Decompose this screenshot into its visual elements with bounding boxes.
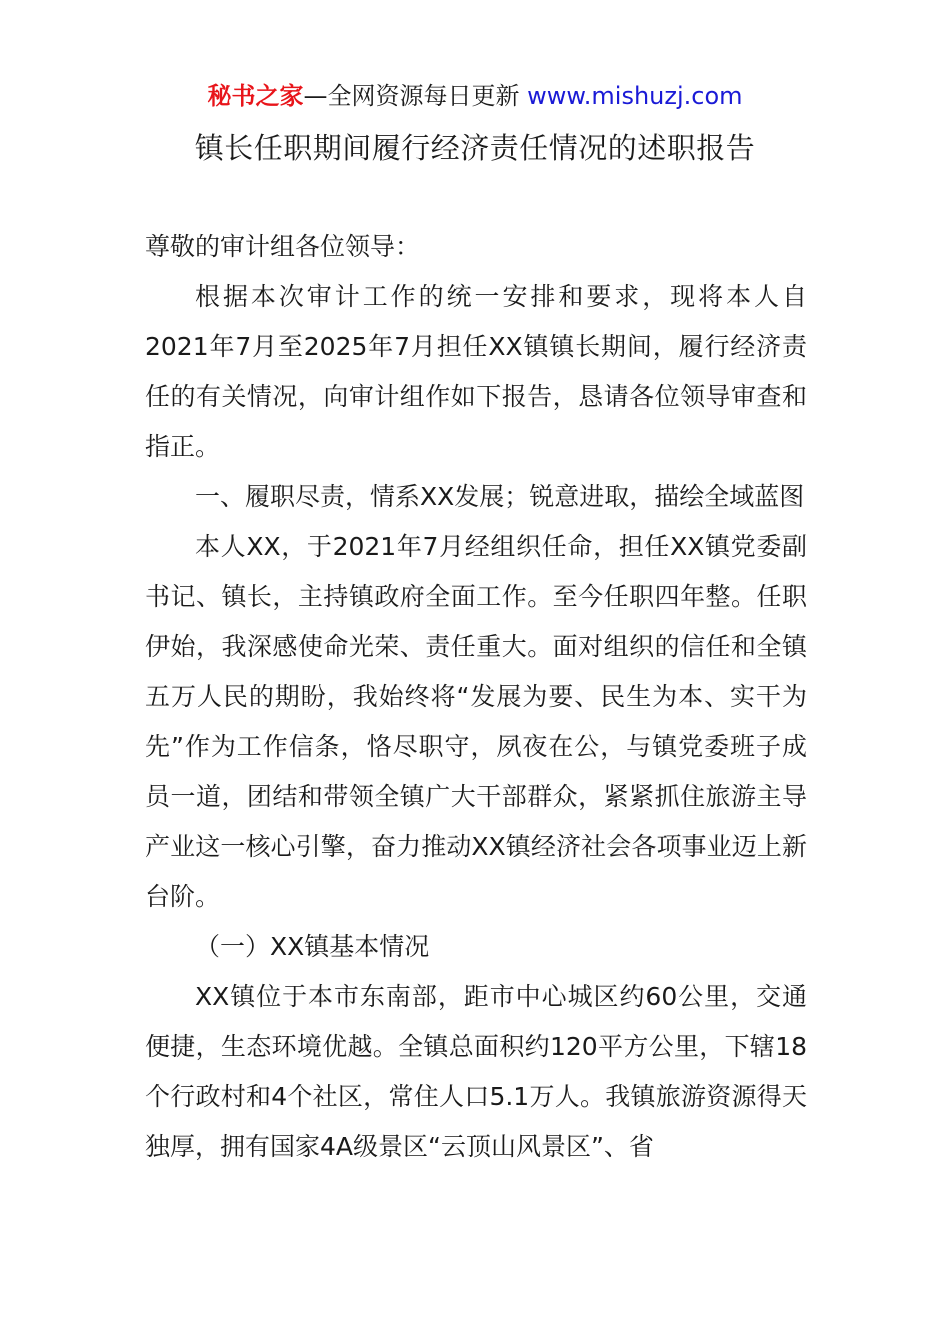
salutation: 尊敬的审计组各位领导：: [145, 232, 421, 261]
site-header: [0, 80, 950, 112]
brand-name: 秘书之家: [207, 82, 304, 110]
paragraph-background: 本人XX，于2021年7月经组织任命，担任XX镇党委副书记、镇长，主持镇政府全面工作。至今任职四年整。任职伊始，我深感使命光荣、责任重大。面对组织的信任和全镇五万人民的期盼，我始终将“发展为要、民生为本、实干为先”作为工作信条，恪尽职守，夙夜在公，与镇党委班子成员一道，团结和带领全镇广大干部群众，紧紧抓住旅游主导产业这一核心引擎，奋力推动XX镇经济社会各项事业迈上新台阶。: [145, 532, 807, 911]
document-title: 镇长任职期间履行经济责任情况的述职报告: [194, 131, 756, 165]
document-body: [145, 222, 807, 1172]
paragraph-town-overview: XX镇位于本市东南部，距市中心城区约60公里，交通便捷，生态环境优越。全镇总面积约120平方公里，下辖18个行政村和4个社区，常住人口5.1万人。我镇旅游资源得天独厚，拥有国家4A级景区“云顶山风景区”、省: [145, 982, 807, 1161]
header-tagline: —全网资源每日更新: [303, 82, 528, 110]
subsection-heading-1: （一）XX镇基本情况: [195, 932, 430, 961]
section-heading-1: 一、履职尽责，情系XX发展；锐意进取，描绘全域蓝图: [195, 482, 805, 511]
site-url-link[interactable]: www.mishuzj.com: [527, 82, 743, 110]
paragraph-intro: 根据本次审计工作的统一安排和要求，现将本人自2021年7月至2025年7月担任XX镇镇长期间，履行经济责任的有关情况，向审计组作如下报告，恳请各位领导审查和指正。: [145, 282, 807, 461]
